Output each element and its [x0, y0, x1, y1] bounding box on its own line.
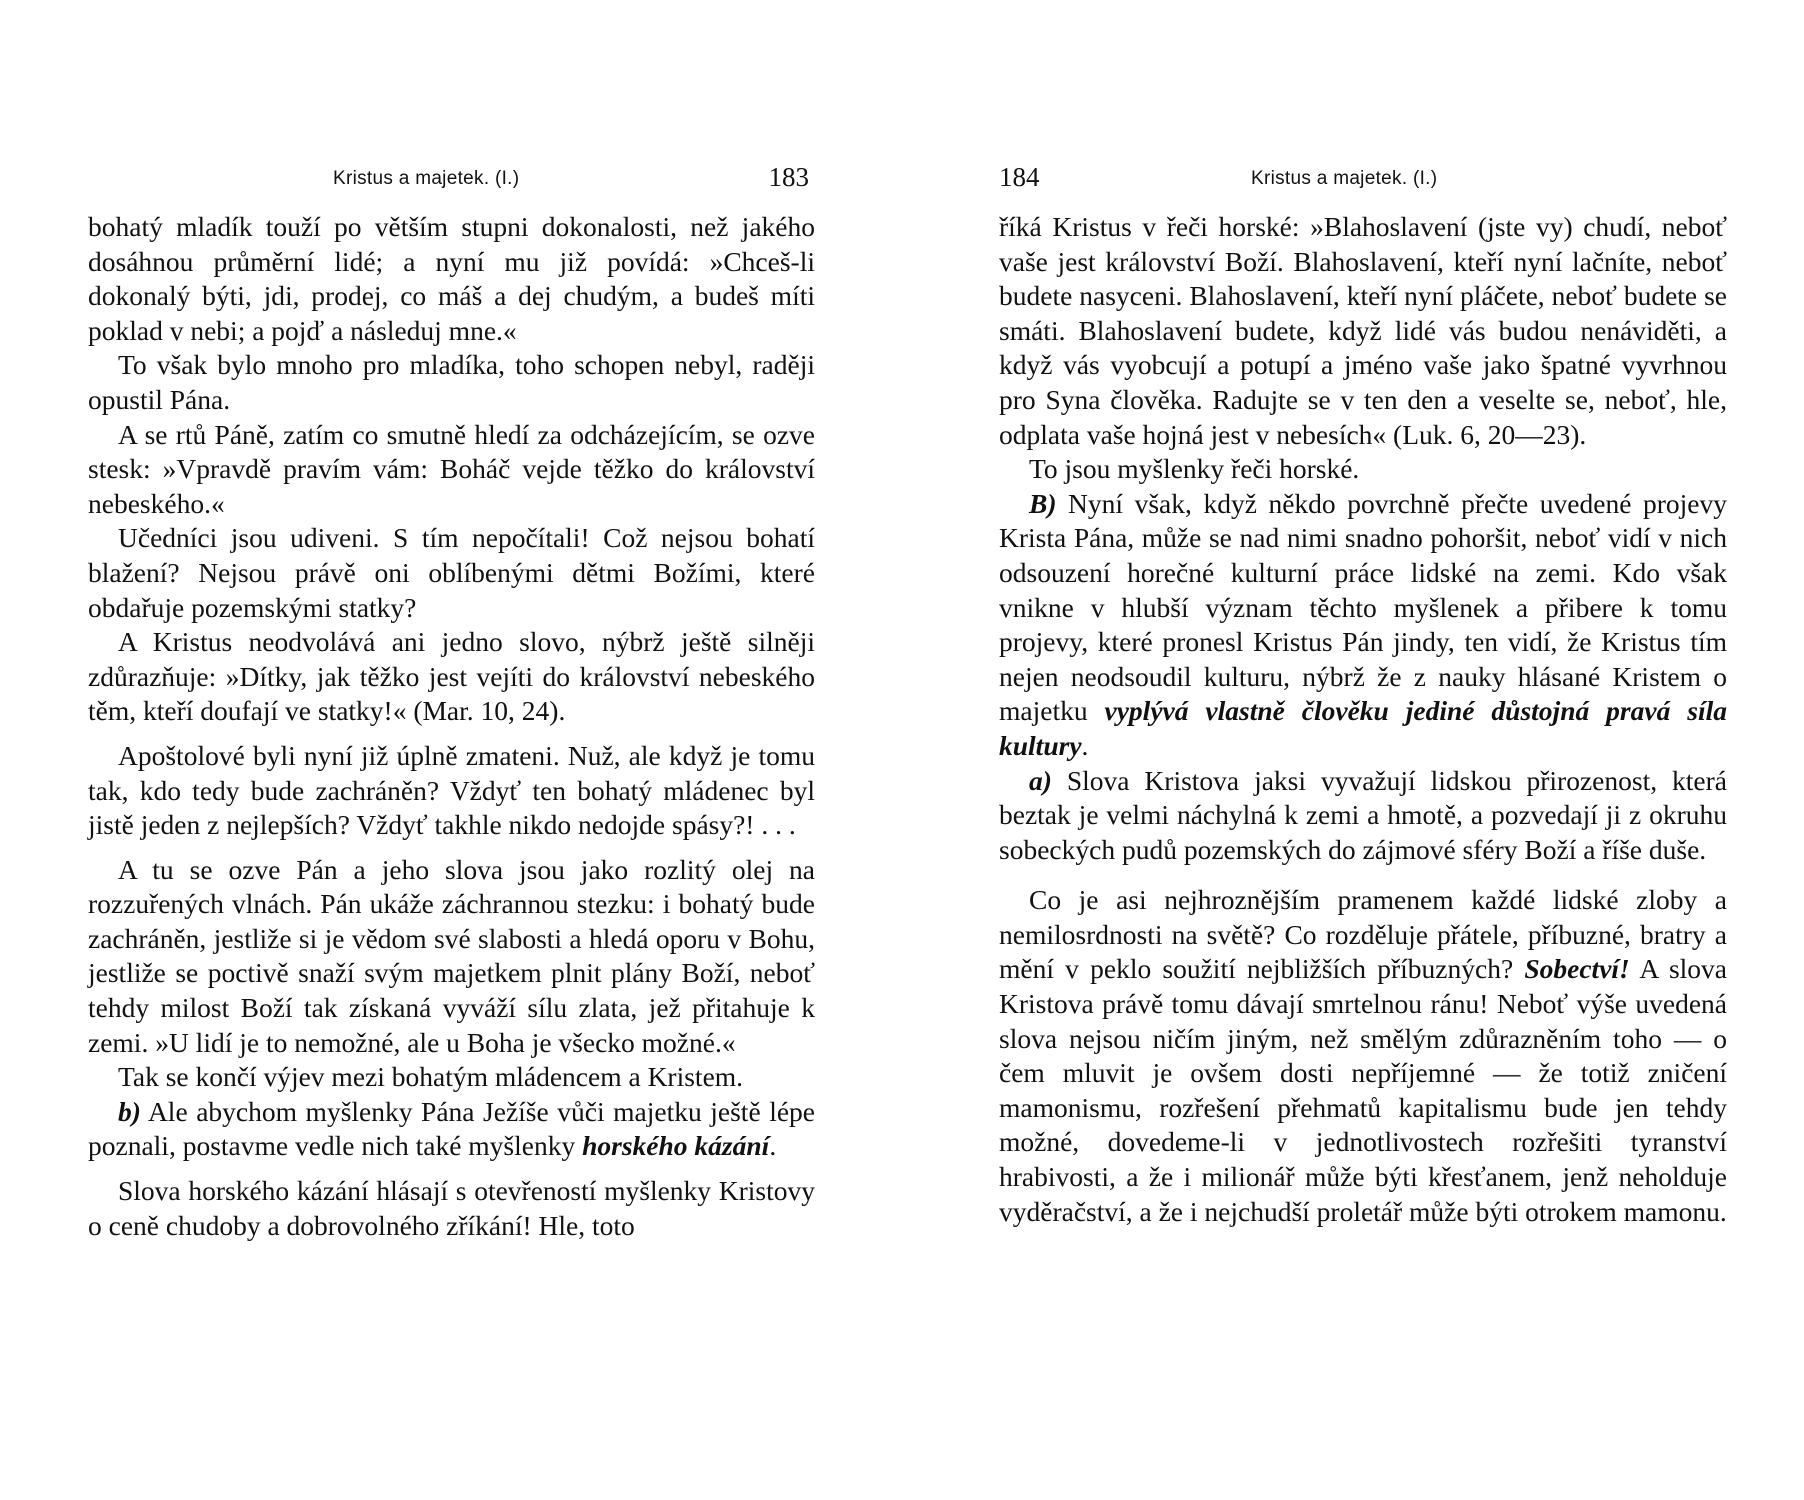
left-page: [88, 160, 815, 1243]
paragraph-text: bohatý mladík touží po větším stupni dokonalosti, než jakého dosáhnou průměrní lidé; a nyní mu již povídá: »Chceš-li dokonalý býti, jdi, prodej, co máš a dej chudým, a budeš míti poklad v nebi; a pojď a následuj mne.«: [88, 211, 815, 346]
paragraph: [999, 764, 1727, 868]
paragraph: [999, 452, 1727, 487]
paragraph: [88, 1095, 815, 1164]
left-body-text: [88, 210, 815, 1243]
left-running-head-title: Kristus a majetek. (I.): [333, 168, 520, 189]
emphasized-text: horského kázání: [582, 1130, 770, 1162]
paragraph-text: A slova Kristova právě tomu dávají smrtelnou ránu! Neboť výše uvedená slova nejsou ničím jiným, než smělým zdůrazněním toho — o čem mluvit je ovšem dosti nepříjemné — že totiž zničení mamonismu, rozřešení přehmatů kapitalismu bude jen tehdy možné, dovedeme-li v jednotlivostech rozřešiti tyranství hrabivosti, a že i milionář může býti křesťanem, jenž neholduje vyděračství, a že i nejchudší proletář může býti otrokem mamonu.: [999, 953, 1727, 1227]
left-page-number: 183: [768, 162, 809, 192]
paragraph: [999, 883, 1727, 1229]
paragraph-text: A se rtů Páně, zatím co smutně hledí za odcházejícím, se ozve stesk: »Vpravdě pravím vám: Boháč vejde těžko do království nebeského.«: [88, 418, 815, 519]
right-page-number: 184: [999, 162, 1040, 192]
paragraph-text: Co je asi nejhroznějším pramenem každé lidské zloby a nemilosrdnosti na světě? Co rozděluje přátele, příbuzné, bratry a mění v peklo soužití nejbližších příbuzných?: [999, 884, 1727, 985]
paragraph: [999, 487, 1727, 764]
right-running-head-title: Kristus a majetek. (I.): [1251, 168, 1438, 189]
paragraph-text: Nyní však, když někdo povrchně přečte uvedené projevy Krista Pána, může se nad nimi snadno pohoršit, neboť vidí v nich odsouzení horečné kulturní práce lidské na zemi. Kdo však vnikne v hlubší význam těchto myšlenek a přibere k tomu projevy, které pronesl Kristus Pán jindy, ten vidí, že Kristus tím nejen neodsoudil kulturu, nýbrž že z nauky hlásané Kristem o majetku: [999, 487, 1727, 727]
paragraph-text: Apoštolové byli nyní již úplně zmateni. Nuž, ale když je tomu tak, kdo tedy bude zachráněn? Vždyť ten bohatý mládenec byl jistě jeden z nejlepších? Vždyť takhle nikdo nedojde spásy?! . . .: [88, 739, 815, 841]
paragraph: [88, 739, 815, 843]
paragraph-text: .: [769, 1130, 777, 1162]
paragraph-text: A Kristus neodvolává ani jedno slovo, nýbrž ještě silněji zdůrazňuje: »Dítky, jak těžko jest vejíti do království nebeského těm, kteří doufají ve statky!« (Mar. 10, 24).: [88, 626, 815, 727]
paragraph-text: Učedníci jsou udiveni. S tím nepočítali! Což nejsou bohatí blažení? Nejsou právě oni oblíbenými dětmi Božími, které obdařuje pozemskými statky?: [88, 522, 815, 623]
paragraph: [999, 210, 1727, 452]
paragraph: [88, 210, 815, 348]
paragraph: [88, 418, 815, 522]
paragraph-text: Tak se končí výjev mezi bohatým mládencem a Kristem.: [118, 1061, 744, 1093]
paragraph: [88, 853, 815, 1061]
emphasized-text: Sobectví!: [1524, 953, 1630, 985]
emphasized-text: B): [1029, 487, 1057, 519]
right-running-head: [999, 160, 1727, 210]
paragraph: [88, 1174, 815, 1243]
paragraph-text: To jsou myšlenky řeči horské.: [1029, 453, 1360, 485]
paragraph: [88, 625, 815, 729]
paragraph-text: To však bylo mnoho pro mladíka, toho schopen nebyl, raději opustil Pána.: [88, 349, 815, 415]
emphasized-text: a): [1029, 764, 1052, 796]
paragraph-text: .: [1081, 729, 1089, 761]
emphasized-text: vyplývá vlastně člověku jediné důstojná pravá síla kultury: [999, 695, 1727, 761]
right-page: [999, 160, 1727, 1229]
paragraph-text: Slova horského kázání hlásají s otevřeností myšlenky Kristovy o ceně chudoby a dobrovolného zříkání! Hle, toto: [88, 1175, 815, 1241]
right-body-text: [999, 210, 1727, 1229]
paragraph: [88, 521, 815, 625]
paragraph-text: Slova Kristova jaksi vyvažují lidskou přirozenost, která beztak je velmi náchylná k zemi a hmotě, a pozvedají ji z okruhu sobeckých pudů pozemských do zájmové sféry Boží a říše duše.: [999, 764, 1727, 865]
paragraph-text: říká Kristus v řeči horské: »Blahoslavení (jste vy) chudí, neboť vaše jest království Boží. Blahoslavení, kteří nyní lačníte, neboť budete nasyceni. Blahoslavení, kteří nyní pláčete, neboť budete se smáti. Blahoslavení budete, když lidé vás budou nenáviděti, a když vás vyobcují a potupí a jméno vaše jako špatné vyvrhnou pro Syna člověka. Radujte se v ten den a veselte se, neboť, hle, odplata vaše hojná jest v nebesích« (Luk. 6, 20—23).: [999, 211, 1727, 450]
paragraph: [88, 348, 815, 417]
left-running-head: [88, 160, 815, 210]
emphasized-text: b): [118, 1095, 141, 1127]
paragraph: [88, 1060, 815, 1095]
paragraph-text: A tu se ozve Pán a jeho slova jsou jako rozlitý olej na rozzuřených vlnách. Pán ukáže záchrannou stezku: i bohatý bude zachráněn, jestliže si je vědom své slabosti a hledá oporu v Bohu, jestliže se poctivě snaží svým majetkem plnit plány Boží, neboť tehdy milost Boží tak získaná vyváží sílu zlata, jež přitahuje k zemi. »U lidí je to nemožné, ale u Boha je všecko možné.«: [88, 853, 815, 1058]
paragraph-text: Ale abychom myšlenky Pána Ježíše vůči majetku ještě lépe poznali, postavme vedle nich také myšlenky: [88, 1095, 815, 1162]
